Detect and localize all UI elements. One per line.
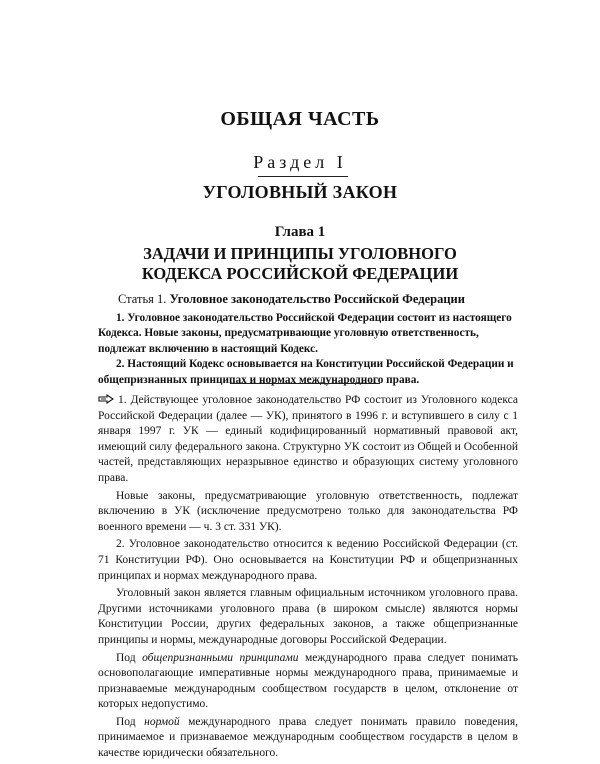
commentary-paragraph — [98, 715, 518, 762]
commentary-paragraph — [98, 393, 518, 487]
commentary-pointer-icon — [98, 394, 114, 404]
article-law-text — [98, 311, 516, 388]
commentary — [98, 393, 518, 764]
part-title: ОБЩАЯ ЧАСТЬ — [220, 108, 380, 130]
term-norm: нормой — [144, 715, 180, 728]
section-underline — [258, 176, 348, 177]
term-general-principles: общепризнанными принципами — [142, 651, 299, 664]
chapter-title-line1: ЗАДАЧИ И ПРИНЦИПЫ УГОЛОВНОГО — [143, 244, 457, 263]
chapter-title — [0, 244, 600, 284]
article-title: Уголовное законодательство Российской Федерации — [169, 292, 465, 306]
commentary-text-5b: международного права следует понимать основополагающие императивные нормы международного права, принимаемые и признаваемые международным сообществом государств в целом, отклонение от которых недопустимо. — [98, 651, 519, 711]
section-label: Раздел I — [253, 152, 347, 172]
section-title: УГОЛОВНЫЙ ЗАКОН — [202, 182, 398, 202]
chapter-label: Глава 1 — [274, 224, 326, 240]
commentary-text-5a: Под — [116, 651, 143, 664]
commentary-paragraph: Новые законы, предусматривающие уголовную ответственность, подлежат включению в УК (исключение предусмотрено только для законодательства РФ военного времени — ч. 3 ст. 331 УК). — [98, 489, 518, 533]
article-heading — [118, 292, 465, 307]
chapter-title-line2: КОДЕКСА РОССИЙСКОЙ ФЕДЕРАЦИИ — [141, 264, 459, 283]
commentary-paragraph — [98, 651, 518, 713]
commentary-text-6a: Под — [116, 715, 145, 728]
commentary-text-1: 1. Действующее уголовное законодательство РФ состоит из Уголовного кодекса Российской Федерации (далее — УК), принятого в 1996 г. и вступившего в силу с 1 января 1997 г. УК — единый кодифицированный нормативный правовой акт, имеющий силу федерального закона. Структурно УК состоит из Общей и Особенной частей, представляющих неразрывное единство и образующих систему уголовного права. — [98, 394, 518, 484]
section-divider — [230, 383, 380, 384]
commentary-paragraph: 2. Уголовное законодательство относится к ведению Российской Федерации (ст. 71 Конституции РФ). Оно основывается на Конституции РФ и общепризнанных принципах и нормах международного права. — [98, 538, 518, 582]
commentary-paragraph: Уголовный закон является главным официальным источником уголовного права. Другими источниками уголовного права (в широком смысле) являются нормы Конституции России, других федеральных законов, а также общепризнанные принципы и нормы, международные договоры Российской Федерации. — [98, 587, 518, 646]
article-paragraph-2: 2. Настоящий Кодекс основывается на Конституции Российской Федерации и общепризнанных принципах и нормах международного права. — [98, 358, 514, 386]
commentary-text-6b: международного права следует понимать правило поведения, принимаемое и признаваемое международным сообществом государств в целом в качестве юридически обязательного. — [98, 715, 519, 760]
article-paragraph-1: 1. Уголовное законодательство Российской Федерации состоит из настоящего Кодекса. Новые законы, предусматривающие уголовную ответственность, подлежат включению в настоящий Кодекс. — [98, 312, 512, 355]
article-number: Статья 1. — [118, 292, 167, 306]
